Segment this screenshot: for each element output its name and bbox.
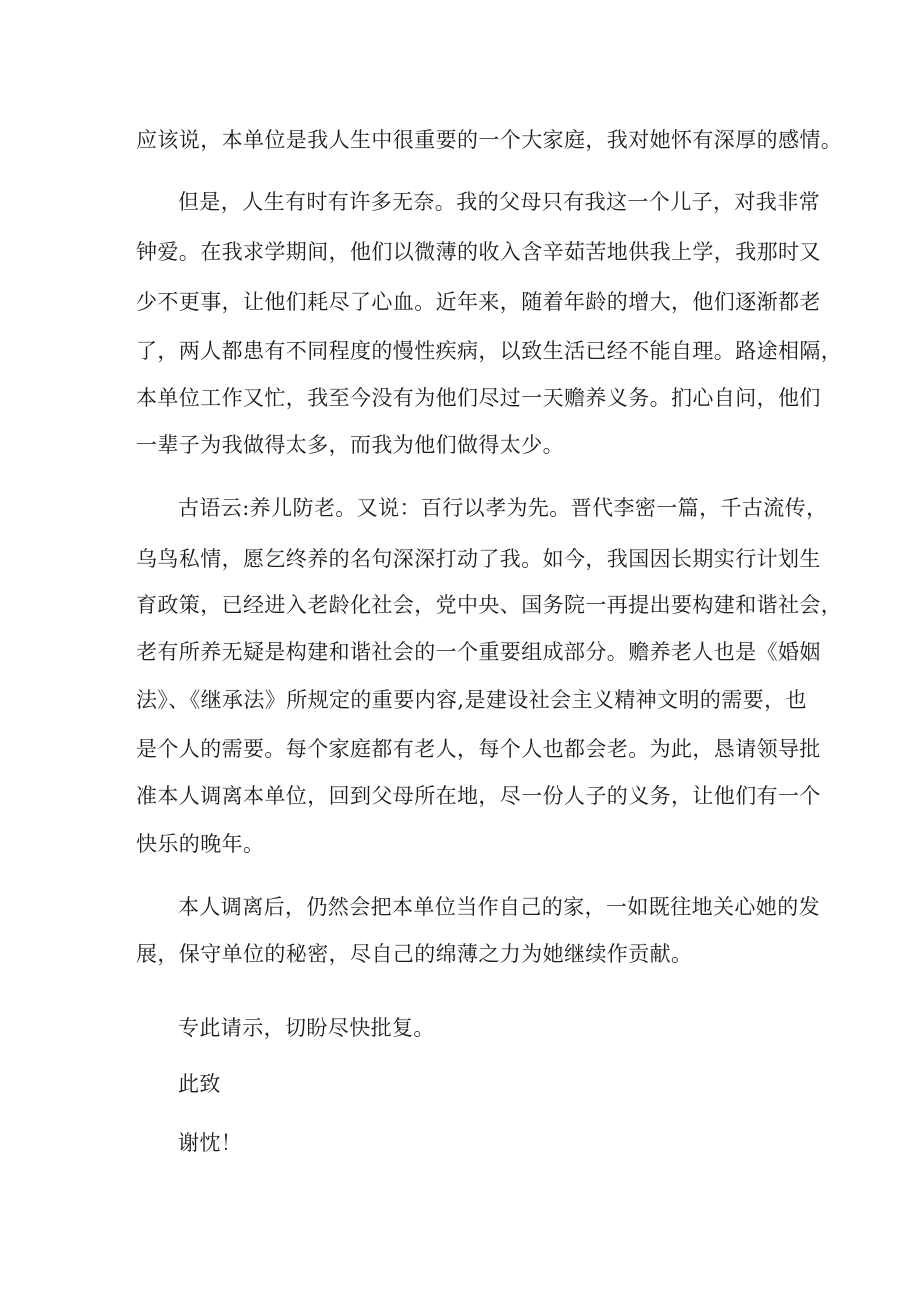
salutation: 此致 <box>178 1072 221 1096</box>
paragraph-filial-duty-line-8: 快乐的晚年。 <box>136 832 265 856</box>
paragraph-parents-line-3: 少不更事，让他们耗尽了心血。近年来，随着年龄的增大，他们逐渐都老 <box>136 290 821 314</box>
paragraph-filial-duty-line-5: 法》、《继承法》所规定的重要内容,是建设社会主义精神文明的需要，也 <box>136 688 807 712</box>
paragraph-filial-duty-line-1: 古语云:养儿防老。又说：百行以孝为先。晋代李密一篇，千古流传， <box>178 496 828 520</box>
request-line: 专此请示，切盼尽快批复。 <box>178 1016 435 1040</box>
paragraph-commitment-line-2: 展，保守单位的秘密，尽自己的绵薄之力为她继续作贡献。 <box>136 942 693 966</box>
thanks-line: 谢忱！ <box>178 1131 243 1155</box>
paragraph-parents-line-1: 但是，人生有时有许多无奈。我的父母只有我这一个儿子，对我非常 <box>178 190 820 214</box>
paragraph-belonging-line-1: 应该说，本单位是我人生中很重要的一个大家庭，我对她怀有深厚的感情。 <box>136 128 843 152</box>
paragraph-filial-duty-line-6: 是个人的需要。每个家庭都有老人，每个人也都会老。为此，恳请领导批 <box>136 737 821 761</box>
paragraph-parents-line-6: 一辈子为我做得太多，而我为他们做得太少。 <box>136 433 564 457</box>
paragraph-parents-line-5: 本单位工作又忙，我至今没有为他们尽过一天赡养义务。扪心自问，他们 <box>136 386 821 410</box>
paragraph-filial-duty-line-3: 育政策，已经进入老龄化社会，党中央、国务院一再提出要构建和谐社会， <box>136 593 843 617</box>
paragraph-parents-line-4: 了，两人都患有不同程度的慢性疾病，以致生活已经不能自理。路途相隔， <box>136 339 843 363</box>
paragraph-filial-duty-line-7: 准本人调离本单位，回到父母所在地，尽一份人子的义务，让他们有一个 <box>136 784 821 808</box>
paragraph-filial-duty-line-2: 乌鸟私情，愿乞终养的名句深深打动了我。如今，我国因长期实行计划生 <box>136 547 821 571</box>
paragraph-commitment-line-1: 本人调离后，仍然会把本单位当作自己的家，一如既往地关心她的发 <box>178 895 820 919</box>
paragraph-parents-line-2: 钟爱。在我求学期间，他们以微薄的收入含辛茹苦地供我上学，我那时又 <box>136 240 821 264</box>
paragraph-filial-duty-line-4: 老有所养无疑是构建和谐社会的一个重要组成部分。赡养老人也是《婚姻 <box>136 640 821 664</box>
